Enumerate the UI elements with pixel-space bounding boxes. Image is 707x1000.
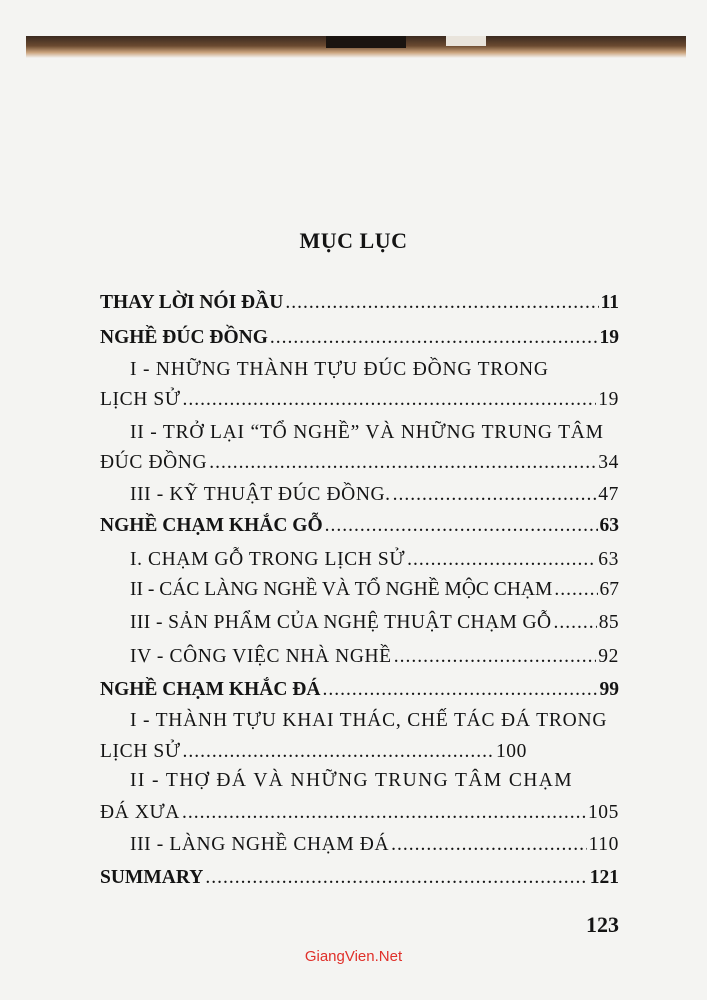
toc-label: ĐÁ XƯA — [100, 802, 180, 823]
toc-leader — [407, 549, 596, 571]
toc-page: 19 — [599, 327, 619, 348]
toc-leader — [325, 515, 598, 537]
toc-label: LỊCH SỬ — [100, 389, 181, 410]
toc-page: 19 — [598, 389, 619, 410]
toc-page: 100 — [495, 741, 527, 762]
toc-leader — [205, 867, 587, 889]
toc-leader — [322, 679, 597, 701]
toc-label: III - LÀNG NGHỀ CHẠM ĐÁ — [130, 834, 390, 855]
toc-entry-summary — [100, 867, 619, 889]
toc-leader — [553, 612, 596, 634]
toc-entry-dd-2 — [100, 452, 619, 474]
toc-label: NGHỀ ĐÚC ĐỒNG — [100, 327, 268, 348]
toc-page: 63 — [599, 515, 619, 536]
toc-label: SUMMARY — [100, 867, 204, 888]
toc-label: I. CHẠM GỖ TRONG LỊCH SỬ — [130, 549, 406, 570]
toc-entry-nghe-cham-da — [100, 679, 619, 701]
toc-leader — [554, 579, 597, 601]
toc-label: NGHỀ CHẠM KHẮC GỖ — [100, 515, 323, 536]
toc-page: 121 — [589, 867, 619, 888]
toc-label: THAY LỜI NÓI ĐẦU — [100, 292, 284, 313]
toc-entry-line1: I - NHỮNG THÀNH TỰU ĐÚC ĐỒNG TRONG — [130, 359, 549, 380]
toc-label: II - CÁC LÀNG NGHỀ VÀ TỔ NGHỀ MỘC CHẠM — [130, 579, 553, 600]
toc-entry-da-2 — [100, 802, 619, 824]
toc-entry-da-1 — [100, 741, 527, 763]
toc-label: NGHỀ CHẠM KHẮC ĐÁ — [100, 679, 321, 700]
toc-leader — [183, 741, 494, 763]
toc-label: III - KỸ THUẬT ĐÚC ĐỒNG. — [130, 484, 391, 505]
toc-page: 105 — [587, 802, 619, 823]
toc-page: 85 — [598, 612, 619, 633]
toc-label: IV - CÔNG VIỆC NHÀ NGHỀ — [130, 646, 392, 667]
toc-page: 34 — [598, 452, 619, 473]
toc-leader — [393, 484, 597, 506]
watermark-text: GiangVien.Net — [304, 948, 403, 965]
toc-label: III - SẢN PHẨM CỦA NGHỆ THUẬT CHẠM GỖ — [130, 612, 552, 633]
toc-leader — [285, 292, 598, 314]
toc-page: 99 — [599, 679, 619, 700]
edge-light-patch — [446, 36, 486, 46]
toc-leader — [270, 327, 598, 349]
top-page-edge — [26, 36, 686, 58]
toc-page: 47 — [598, 484, 619, 505]
toc-entry-line1: II - TRỞ LẠI “TỔ NGHỀ” VÀ NHỮNG TRUNG TÂM — [130, 422, 604, 443]
toc-page: 63 — [598, 549, 619, 570]
toc-page: 11 — [600, 292, 619, 313]
toc-page: 110 — [588, 834, 619, 855]
toc-leader — [209, 452, 596, 474]
toc-entry-nghe-duc-dong — [100, 327, 619, 349]
toc-leader — [394, 646, 597, 668]
toc-entry-line1: I - THÀNH TỰU KHAI THÁC, CHẾ TÁC ĐÁ TRONG — [130, 710, 608, 731]
page-number: 123 — [586, 912, 619, 937]
toc-entry-dd-1 — [100, 389, 619, 411]
toc-entry-nghe-cham-go — [100, 515, 619, 537]
toc-entry-thay-loi — [100, 292, 619, 314]
toc-page: 67 — [599, 579, 619, 600]
toc-entry-dd-3 — [130, 484, 619, 506]
toc-entry-go-3 — [130, 612, 619, 634]
toc-entry-line1: II - THỢ ĐÁ VÀ NHỮNG TRUNG TÂM CHẠM — [130, 770, 573, 791]
toc-page: 92 — [598, 646, 619, 667]
edge-dark-patch — [326, 36, 406, 48]
toc-entry-da-3 — [130, 834, 619, 856]
toc-entry-go-4 — [130, 646, 619, 668]
toc-label: LỊCH SỬ — [100, 741, 181, 762]
toc-entry-go-2 — [130, 579, 619, 601]
toc-entry-go-1 — [130, 549, 619, 571]
toc-leader — [391, 834, 587, 856]
toc-leader — [183, 389, 597, 411]
toc-leader — [182, 802, 586, 824]
toc-label: ĐÚC ĐỒNG — [100, 452, 208, 473]
page-title: MỤC LỤC — [299, 228, 408, 253]
